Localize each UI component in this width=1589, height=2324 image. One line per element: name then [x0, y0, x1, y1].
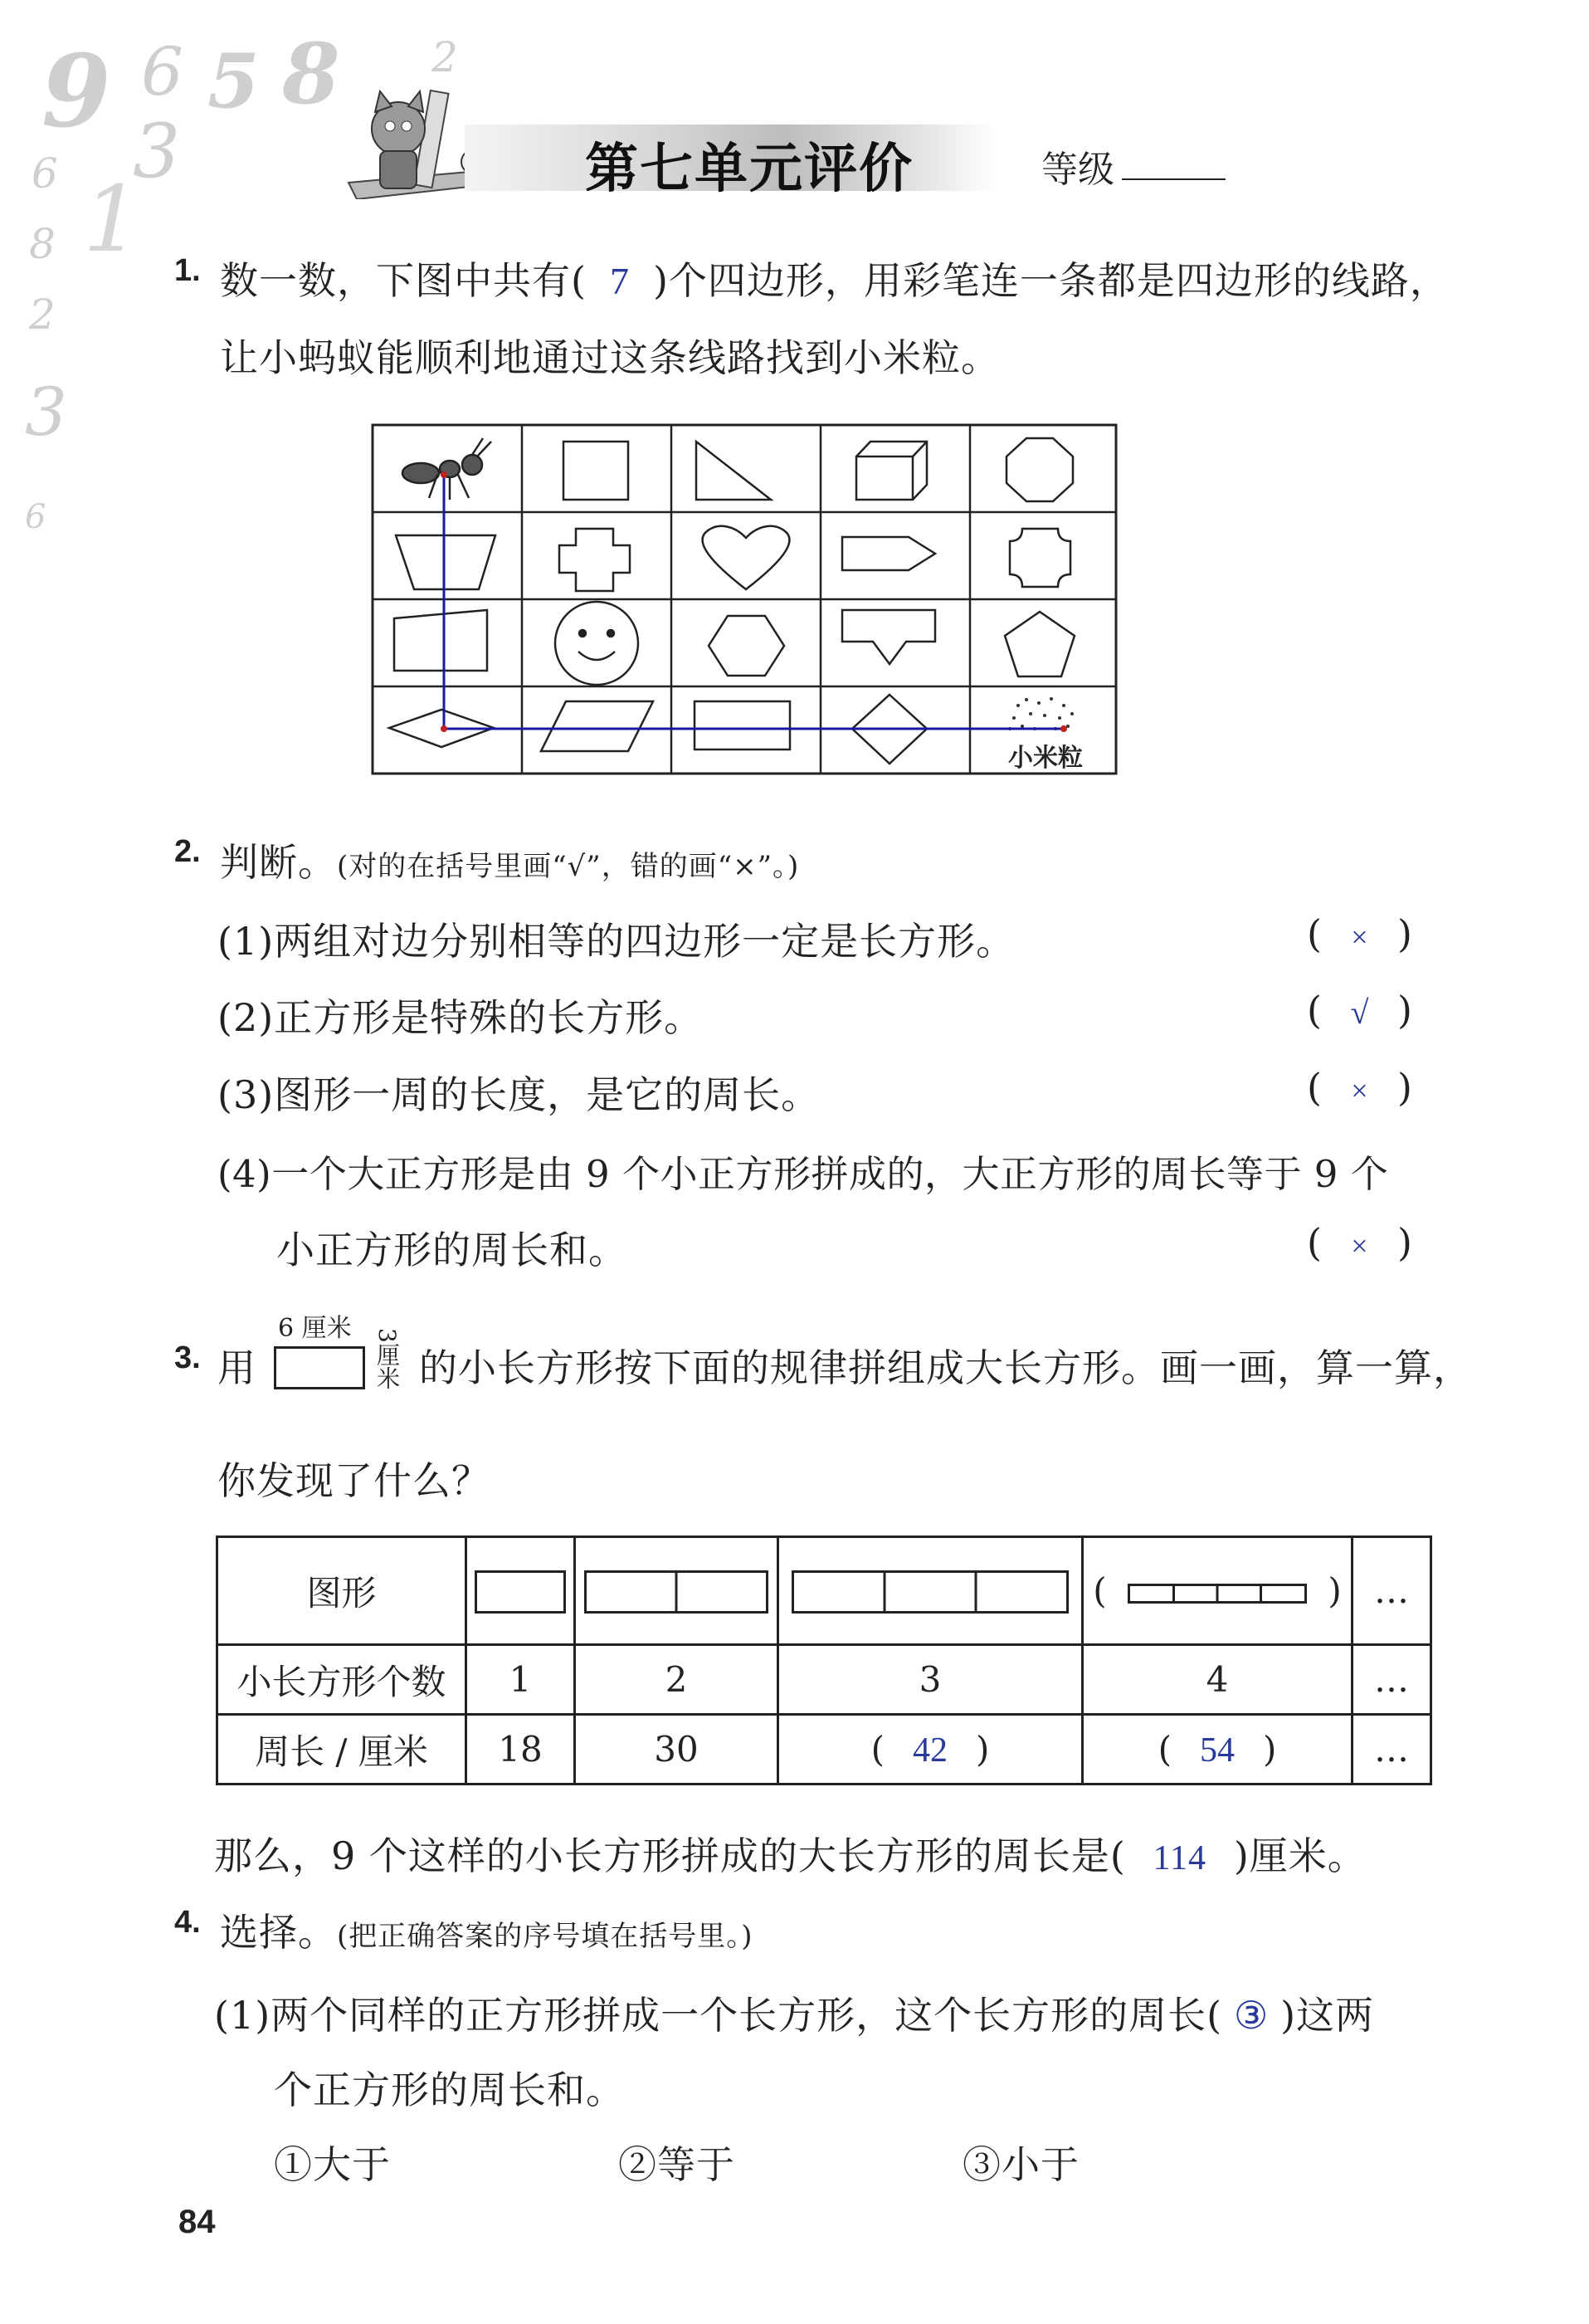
q4-number: 4. — [174, 1905, 201, 1940]
q3-width-label: 6 厘米 — [278, 1314, 352, 1343]
q3-conclusion-a: 那么，9 个这样的小长方形拼成的大长方形的周长是( — [214, 1833, 1126, 1878]
deco-digit: 9 — [41, 33, 111, 150]
row-label-shape: 图形 — [217, 1537, 466, 1645]
q2-item-1: (1)两组对边分别相等的四边形一定是长方形。 — [217, 919, 1016, 964]
rect-1x — [475, 1570, 566, 1614]
shape-2 — [575, 1537, 778, 1645]
deco-digit: 2 — [29, 290, 56, 339]
q2-answer-3[interactable]: × — [1351, 1074, 1369, 1107]
q4-item-1 — [214, 1985, 1374, 2040]
shape-1 — [466, 1537, 575, 1645]
q2-answer-4[interactable]: × — [1351, 1229, 1369, 1262]
count-1: 1 — [466, 1645, 575, 1715]
count-2: 2 — [575, 1645, 778, 1715]
deco-digit: 8 — [29, 220, 56, 268]
q4-item-1-line2: 个正方形的周长和。 — [274, 2068, 625, 2112]
q2-title-line — [220, 832, 799, 887]
q2-item-2: (2)正方形是特殊的长方形。 — [217, 995, 704, 1040]
q1-number: 1. — [174, 253, 201, 288]
q1-line2: 让小蚂蚁能顺利地通过这条线路找到小米粒。 — [220, 335, 1000, 380]
perimeter-4-answer: 54 — [1200, 1731, 1235, 1770]
q4-title-line — [220, 1902, 753, 1957]
deco-digit: 6 — [25, 498, 46, 536]
count-ellipsis: … — [1353, 1645, 1431, 1715]
deco-digit: 1 — [83, 166, 141, 272]
q2-item-1-bracket: ( × ) — [1307, 911, 1413, 956]
q2-item-3-bracket: ( × ) — [1307, 1065, 1413, 1110]
q4-option-1[interactable]: ①大于 — [274, 2142, 391, 2187]
q4-option-2[interactable]: ②等于 — [618, 2142, 735, 2187]
q2-item-4: (4)一个大正方形是由 9 个小正方形拼成的，大正方形的周长等于 9 个 — [217, 1152, 1389, 1196]
q2-item-3: (3)图形一周的长度，是它的周长。 — [217, 1072, 821, 1117]
count-3: 3 — [778, 1645, 1083, 1715]
deco-digit: 6 — [32, 149, 58, 198]
q3-line2: 你发现了什么？ — [217, 1458, 490, 1503]
q3-conclusion-answer[interactable]: 114 — [1153, 1839, 1207, 1877]
deco-digit: 6 — [141, 33, 183, 110]
q1-answer[interactable]: 7 — [609, 260, 630, 302]
paren-close: ) — [1263, 1728, 1277, 1770]
deco-digit: 3 — [25, 374, 67, 451]
q2-answer-2[interactable]: √ — [1350, 994, 1370, 1031]
q3-post: 的小长方形按下面的规律拼组成大长方形。画一画，算一算， — [419, 1345, 1472, 1390]
shape-4-paren-close: ) — [1328, 1570, 1342, 1611]
rect-2x — [584, 1570, 768, 1614]
perimeter-1: 18 — [466, 1715, 575, 1784]
rect-3x — [792, 1570, 1069, 1614]
q3-height-label: 3厘米 — [373, 1328, 401, 1389]
q4-item-1-a: (1)两个同样的正方形拼成一个长方形，这个长方形的周长( — [214, 1993, 1223, 2038]
q2-title: 判断。 — [220, 840, 337, 885]
deco-digit: 5 — [207, 37, 260, 125]
shape-3 — [778, 1537, 1083, 1645]
q2-item-2-bracket: ( √ ) — [1307, 988, 1413, 1033]
grade-blank[interactable] — [1122, 178, 1226, 180]
rice-label: 小米粒 — [1008, 744, 1083, 773]
q3-pre: 用 — [217, 1345, 256, 1390]
q3-number: 3. — [174, 1340, 201, 1375]
q1-line1 — [220, 251, 1449, 305]
deco-digit: 3 — [133, 108, 181, 195]
perimeter-2: 30 — [575, 1715, 778, 1784]
shape-ellipsis: … — [1353, 1537, 1431, 1645]
q4-option-3[interactable]: ③小于 — [963, 2142, 1080, 2187]
page-title: 第七单元评价 — [585, 138, 914, 200]
shape-4[interactable] — [1083, 1537, 1353, 1645]
q2-item-4-bracket: ( × ) — [1307, 1220, 1413, 1265]
q3-conclusion — [214, 1826, 1367, 1881]
q4-instr: (把正确答案的序号填在括号里。) — [337, 1920, 753, 1953]
row-label-count: 小长方形个数 — [217, 1645, 466, 1715]
row-label-perimeter: 周长 / 厘米 — [217, 1715, 466, 1784]
perimeter-3-answer: 42 — [913, 1731, 948, 1770]
shape-4-paren-open: ( — [1093, 1570, 1107, 1611]
q4-item-1-answer[interactable]: ③ — [1233, 1993, 1270, 2038]
q3-small-rectangle — [274, 1346, 365, 1389]
q3-conclusion-b: )厘米。 — [1233, 1833, 1367, 1878]
paren-close: ) — [976, 1728, 990, 1770]
q3-table — [216, 1536, 1432, 1785]
q2-answer-1[interactable]: × — [1351, 920, 1369, 954]
q2-item-4-line2: 小正方形的周长和。 — [276, 1228, 627, 1272]
perimeter-3[interactable] — [778, 1715, 1083, 1784]
q4-title: 选择。 — [220, 1910, 337, 1955]
q1-text-b: )个四边形，用彩笔连一条都是四边形的线路， — [652, 258, 1449, 303]
q1-text-a: 数一数，下图中共有( — [220, 258, 587, 303]
q2-number: 2. — [174, 834, 201, 869]
page-number: 84 — [178, 2204, 216, 2240]
perimeter-ellipsis: … — [1353, 1715, 1431, 1784]
paren-open: ( — [870, 1728, 885, 1770]
paren-open: ( — [1158, 1728, 1172, 1770]
count-4: 4 — [1083, 1645, 1353, 1715]
deco-digit: 2 — [431, 33, 458, 81]
rect-4x-drawn — [1128, 1584, 1307, 1604]
perimeter-4[interactable] — [1083, 1715, 1353, 1784]
grade-label: 等级 — [1041, 149, 1114, 191]
q2-instr: (对的在括号里画“√”，错的画“×”。) — [337, 850, 800, 883]
q4-item-1-b: )这两 — [1280, 1993, 1375, 2038]
shape-maze-grid — [371, 423, 1118, 775]
deco-digit: 8 — [282, 25, 340, 123]
